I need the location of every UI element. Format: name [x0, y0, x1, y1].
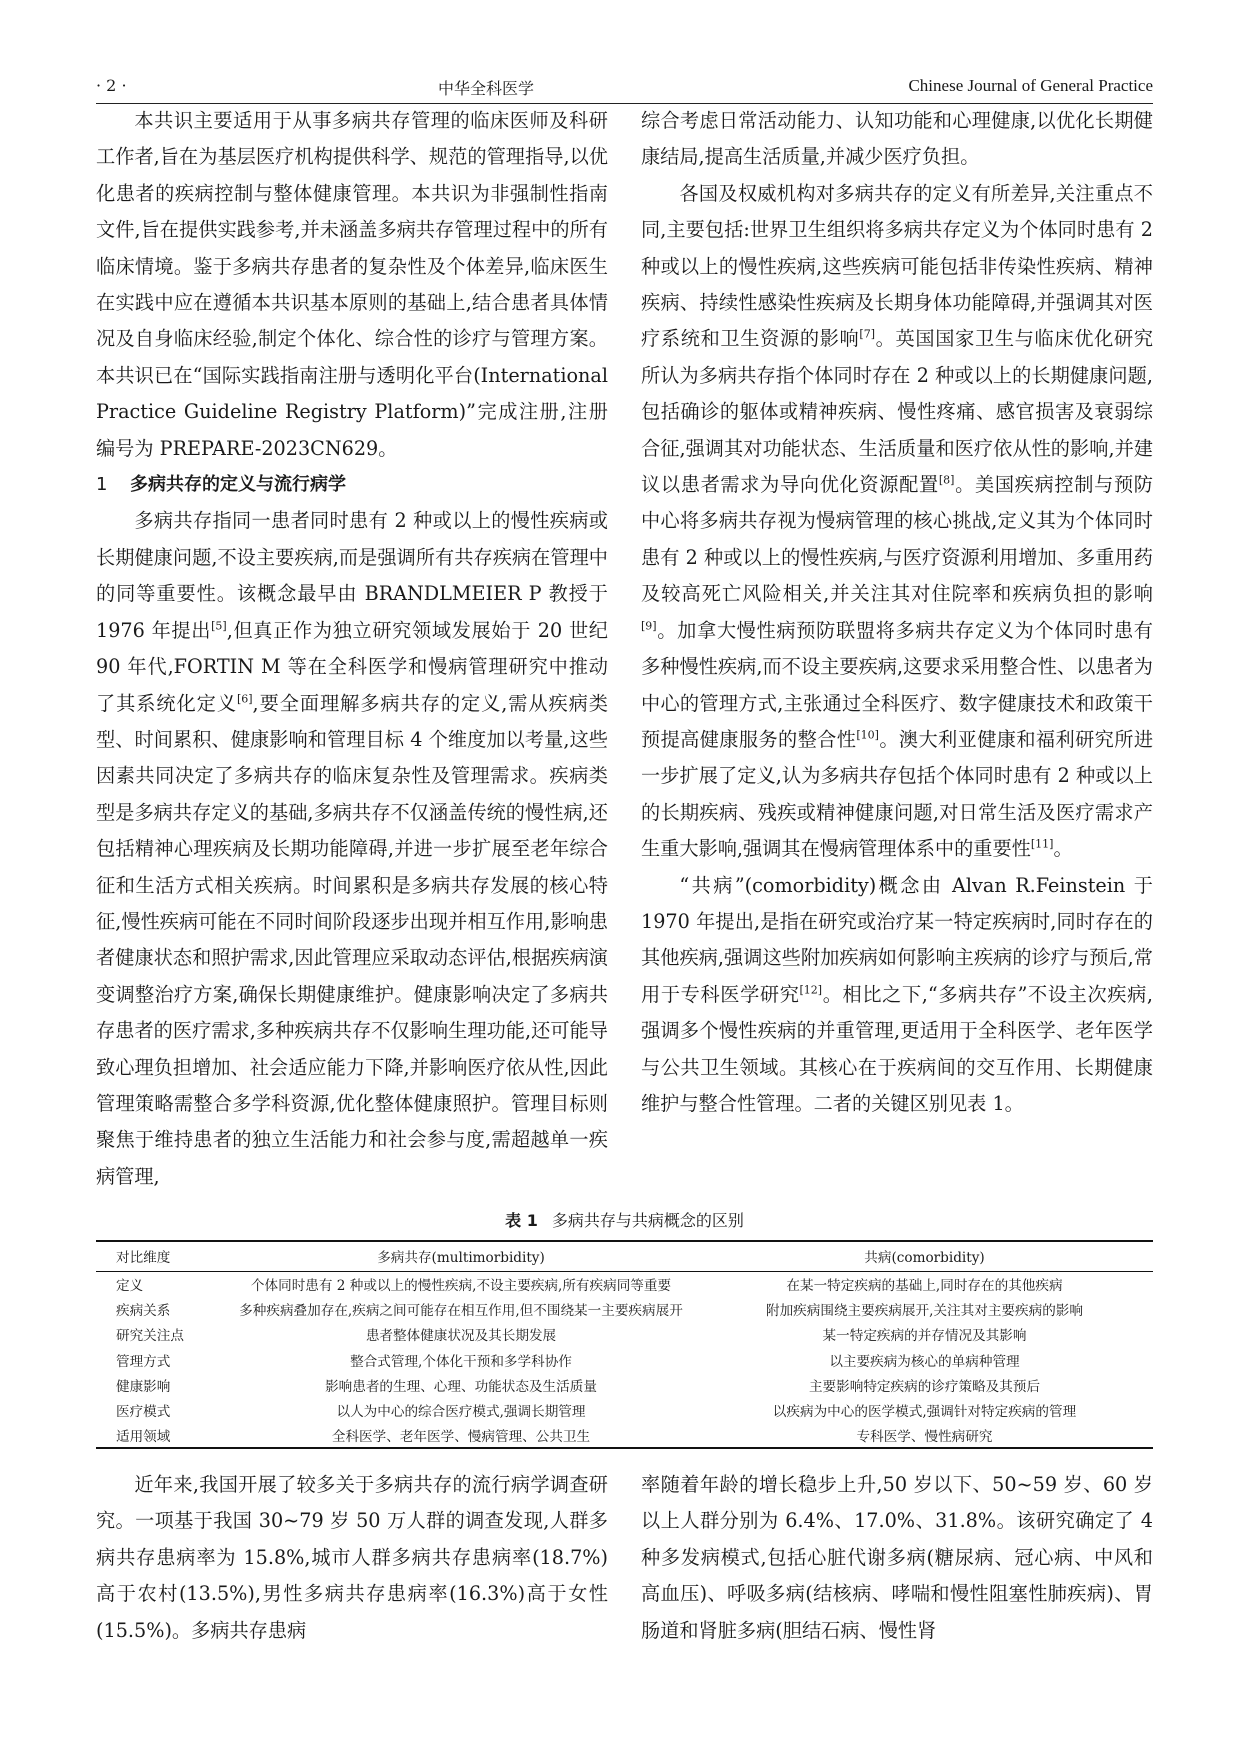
- table-cell: 个体同时患有 2 种或以上的慢性疾病,不设主要疾病,所有疾病同等重要: [250, 1277, 672, 1294]
- right-column-lower: [641, 1467, 1153, 1649]
- table-cell: 在某一特定疾病的基础上,同时存在的其他疾病: [786, 1277, 1063, 1294]
- table-header-row: [96, 1241, 1153, 1271]
- right-column-upper: [641, 103, 1153, 1122]
- text-run: 。澳大利亚健康和福利研究所进一步扩展了定义,认为多病共存包括个体同时患有 2 种或以上的长期疾病、残疾或精神健康问题,对日常生活及医疗需求产生重大影响,强调其在慢病管理体系中的重要性: [641, 727, 1154, 861]
- table-cell: 以人为中心的综合医疗模式,强调长期管理: [336, 1404, 586, 1421]
- table-caption: [96, 1208, 1153, 1231]
- citation-ref: [8]: [938, 473, 955, 487]
- table-row: [96, 1347, 1153, 1372]
- citation-ref: [6]: [236, 692, 253, 706]
- table-cell: 医疗模式: [116, 1404, 171, 1421]
- table-cell: 健康影响: [116, 1378, 171, 1395]
- table-cell: 疾病关系: [116, 1302, 171, 1319]
- table-cell: 以主要疾病为核心的单病种管理: [829, 1353, 1020, 1370]
- citation-ref: [11]: [1030, 837, 1054, 851]
- text-run: ,要全面理解多病共存的定义,需从疾病类型、时间累积、健康影响和管理目标 4 个维度加以考量,这些因素共同决定了多病共存的临床复杂性及管理需求。疾病类型是多病共存定义的基础,多病共存不仅涵盖传统的慢性病,还包括精神心理疾病及长期功能障碍,并进一步扩展至老年综合征和生活方式相关疾病。时间累积是多病共存发展的核心特征,慢性疾病可能在不同时间阶段逐步出现并相互作用,影响患者健康状态和照护需求,因此管理应采取动态评估,根据疾病演变调整治疗方案,确保长期健康维护。健康影响决定了多病共存患者的医疗需求,多种疾病共存不仅影响生理功能,还可能导致心理负担增加、社会适应能力下降,并影响医疗依从性,因此管理策略需整合多学科资源,优化整体健康照护。管理目标则聚焦于维持患者的独立生活能力和社会参与度,需超越单一疾病管理,: [96, 691, 608, 1188]
- text-run: 。加拿大慢性病预防联盟将多病共存定义为个体同时患有多种慢性疾病,而不设主要疾病,这要求采用整合性、以患者为中心的管理方式,主张通过全科医疗、数字健康技术和政策干预提高健康服务的整合性: [641, 618, 1153, 751]
- epidemiology-paragraph: 近年来,我国开展了较多关于多病共存的流行病学调查研究。一项基于我国 30~79 岁 50 万人群的调查发现,人群多病共存患病率为 15.8%,城市人群多病共存患病率(18.7%)高于农村(13.5%),男性多病共存患病率(16.3%)高于女性(15.5%)。多病共存患病: [96, 1473, 608, 1642]
- table-row: [96, 1397, 1153, 1422]
- section-title: 多病共存的定义与流行病学: [130, 474, 346, 496]
- table-cell: 适用领域: [116, 1428, 171, 1445]
- scope-paragraph: 本共识主要适用于从事多病共存管理的临床医师及科研工作者,旨在为基层医疗机构提供科学、规范的管理指导,以优化患者的疾病控制与整体健康管理。本共识为非强制性指南文件,旨在提供实践参考,并未涵盖多病共存管理过程中的所有临床情境。鉴于多病共存患者的复杂性及个体差异,临床医生在实践中应在遵循本共识基本原则的基础上,结合患者具体情况及自身临床经验,制定个体化、综合性的诊疗与管理方案。本共识已在“国际实践指南注册与透明化平台(International Practice Guideline Registry Platform)”完成注册,注册编号为 PREPARE-2023CN629。: [96, 109, 608, 460]
- definition-paragraph: [96, 503, 608, 1195]
- citation-ref: [9]: [641, 619, 657, 633]
- comparison-table: [96, 1240, 1153, 1449]
- text-run: 多病共存指同一患者同时患有 2 种或以上的慢性疾病或长期健康问题,不设主要疾病,而是强调所有共存疾病在管理中的同等重要性。该概念最早由 BRANDLMEIER P 教授于 1976 年提出: [96, 509, 608, 642]
- table-row: [96, 1296, 1153, 1321]
- table-cell: 研究关注点: [116, 1328, 184, 1345]
- running-header: [96, 70, 1153, 104]
- text-run: 。英国国家卫生与临床优化研究所认为多病共存指个体同时存在 2 种或以上的长期健康问题,包括确诊的躯体或精神疾病、慢性疼痛、感官损害及衰弱综合征,强调其对功能状态、生活质量和医疗依从性的影响,并建议以患者需求为导向优化资源配置: [641, 327, 1154, 497]
- table-cell: 以疾病为中心的医学模式,强调针对特定疾病的管理: [772, 1404, 1077, 1421]
- table-row: [96, 1423, 1153, 1448]
- table-cell: 整合式管理,个体化干预和多学科协作: [350, 1353, 572, 1370]
- table-cell: 主要影响特定疾病的诊疗策略及其预后: [808, 1378, 1041, 1395]
- table-label: 表 1: [505, 1211, 538, 1230]
- page-number: · 2 ·: [96, 76, 127, 95]
- text-run: “共病”(comorbidity)概念由 Alvan R.Feinstein 于 1970 年提出,是指在研究或治疗某一特定疾病时,同时存在的其他疾病,强调这些附加疾病如何影响主疾病的诊疗与预后,常用于专科医学研究: [641, 873, 1153, 1006]
- table-row: [96, 1271, 1153, 1296]
- section-number: 1: [96, 474, 108, 496]
- journal-title-en: Chinese Journal of General Practice: [908, 76, 1153, 95]
- table-title: 多病共存与共病概念的区别: [551, 1211, 744, 1230]
- continued-paragraph: 综合考虑日常活动能力、认知功能和心理健康,以优化长期健康结局,提高生活质量,并减少医疗负担。: [641, 109, 1153, 169]
- table-row: [96, 1372, 1153, 1397]
- table-cell: 患者整体健康状况及其长期发展: [365, 1328, 557, 1345]
- table-cell: 全科医学、老年医学、慢病管理、公共卫生: [331, 1428, 591, 1445]
- definitions-paragraph: [641, 176, 1153, 868]
- table-row: [96, 1322, 1153, 1347]
- text-run: 。美国疾病控制与预防中心将多病共存视为慢病管理的核心挑战,定义其为个体同时患有 2 种或以上的慢性疾病,与医疗资源利用增加、多重用药及较高死亡风险相关,并关注其对住院率和疾病负担的影响: [641, 473, 1153, 606]
- table-cell: 管理方式: [116, 1353, 171, 1370]
- text-run: 各国及权威机构对多病共存的定义有所差异,关注重点不同,主要包括:世界卫生组织将多病共存定义为个体同时患有 2 种或以上的慢性疾病,这些疾病可能包括非传染性疾病、精神疾病、持续性感染性疾病及长期身体功能障碍,并强调其对医疗系统和卫生资源的影响: [641, 181, 1153, 351]
- section-heading: [96, 467, 608, 503]
- text-run: ,但真正作为独立研究领域发展始于 20 世纪 90 年代,FORTIN M 等在全科医学和慢病管理研究中推动了其系统化定义: [96, 618, 608, 715]
- left-column-lower: [96, 1467, 608, 1649]
- journal-title-cn: 中华全科医学: [437, 79, 534, 98]
- table-cell: 专科医学、慢性病研究: [856, 1428, 993, 1445]
- citation-ref: [12]: [799, 983, 823, 997]
- column-header: 多病共存(multimorbidity): [377, 1250, 545, 1267]
- citation-ref: [5]: [211, 619, 227, 633]
- text-run: 。相比之下,“多病共存”不设主次疾病,强调多个慢性疾病的并重管理,更适用于全科医学、老年医学与公共卫生领域。其核心在于疾病间的交互作用、长期健康维护与整合性管理。二者的关键区别见表 1。: [641, 982, 1153, 1115]
- left-column-upper: [96, 103, 608, 1195]
- text-run: 。: [1053, 837, 1073, 861]
- column-header: 共病(comorbidity): [864, 1250, 985, 1267]
- table-cell: 某一特定疾病的并存情况及其影响: [822, 1328, 1027, 1345]
- column-header: 对比维度: [116, 1250, 171, 1267]
- citation-ref: [10]: [856, 728, 879, 742]
- table-cell: 影响患者的生理、心理、功能状态及生活质量: [325, 1378, 597, 1395]
- table-cell: 定义: [116, 1277, 144, 1294]
- epidemiology-paragraph-continued: 率随着年龄的增长稳步上升,50 岁以下、50~59 岁、60 岁以上人群分别为 6.4%、17.0%、31.8%。该研究确定了 4 种多发病模式,包括心脏代谢多病(糖尿病、冠心病、中风和高血压)、呼吸多病(结核病、哮喘和慢性阻塞性肺疾病)、胃肠道和肾脏多病(胆结石病、慢性肾: [641, 1473, 1153, 1642]
- citation-ref: [7]: [859, 328, 876, 342]
- comorbidity-paragraph: [641, 868, 1153, 1123]
- table-cell: 多种疾病叠加存在,疾病之间可能存在相互作用,但不围绕某一主要疾病展开: [239, 1302, 683, 1319]
- table-cell: 附加疾病围绕主要疾病展开,关注其对主要疾病的影响: [766, 1302, 1083, 1319]
